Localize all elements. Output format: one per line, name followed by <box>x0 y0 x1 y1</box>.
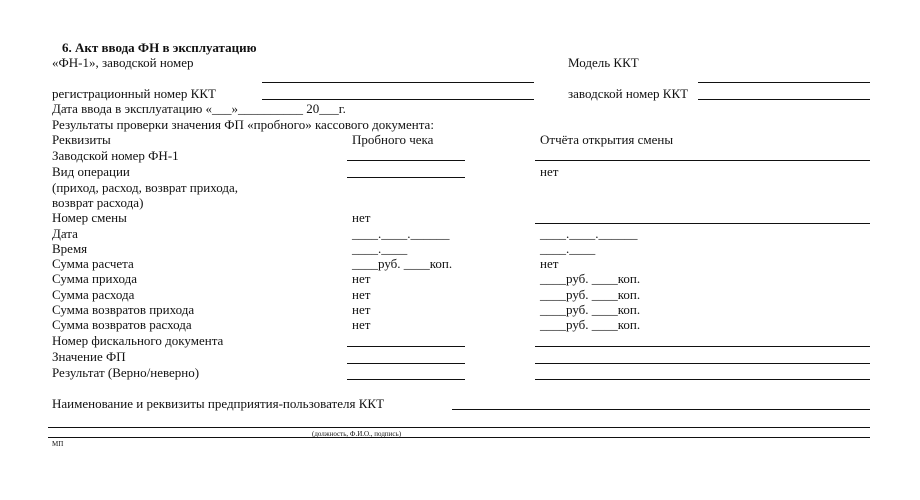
op-type-shift-value: нет <box>540 164 559 179</box>
time-shift-value[interactable]: ____.____ <box>540 241 596 256</box>
shift-number-shift-line[interactable] <box>535 223 870 224</box>
row-label-op-type-detail: (приход, расход, возврат прихода, <box>52 180 238 195</box>
row-label-time: Время <box>52 241 88 256</box>
col-header-shift: Отчёта открытия смены <box>540 132 674 147</box>
expense-sum-shift-value[interactable]: ____руб. ____коп. <box>540 287 641 302</box>
result-shift-line[interactable] <box>535 379 870 380</box>
fiscal-doc-shift-line[interactable] <box>535 346 870 347</box>
row-label-shift-number: Номер смены <box>52 210 127 225</box>
row-label-calc-sum: Сумма расчета <box>52 256 134 271</box>
calc-sum-trial-value[interactable]: ____руб. ____коп. <box>352 256 453 271</box>
row-label-op-type: Вид операции <box>52 164 130 179</box>
row-label-date: Дата <box>52 226 78 241</box>
income-sum-trial-value: нет <box>352 271 371 286</box>
signature-caption: (должность, Ф.И.О., подпись) <box>312 430 402 438</box>
row-label-expense-return: Сумма возвратов расхода <box>52 317 192 332</box>
shift-number-trial-value: нет <box>352 210 371 225</box>
signature-underline <box>48 437 870 438</box>
row-label-fp-value: Значение ФП <box>52 349 126 364</box>
expense-return-trial-value: нет <box>352 317 371 332</box>
reg-number-label: регистрационный номер ККТ <box>52 86 216 101</box>
company-label: Наименование и реквизиты предприятия-пользователя ККТ <box>52 396 385 411</box>
kkt-serial-line[interactable] <box>698 99 870 100</box>
serial-fn-shift-line[interactable] <box>535 160 870 161</box>
income-sum-shift-value[interactable]: ____руб. ____коп. <box>540 271 641 286</box>
section-title: 6. Акт ввода ФН в эксплуатацию <box>62 40 257 55</box>
serial-fn-trial-line[interactable] <box>347 160 465 161</box>
fn-serial-line[interactable] <box>262 82 534 83</box>
signature-line[interactable] <box>48 427 870 428</box>
results-title: Результаты проверки значения ФП «пробного» кассового документа: <box>52 117 434 132</box>
fp-value-trial-line[interactable] <box>347 363 465 364</box>
expense-return-shift-value[interactable]: ____руб. ____коп. <box>540 317 641 332</box>
time-trial-value[interactable]: ____.____ <box>352 241 408 256</box>
model-label: Модель ККТ <box>568 55 639 70</box>
stamp-label: МП <box>52 440 64 448</box>
date-trial-value[interactable]: ____.____.______ <box>352 226 450 241</box>
col-header-rekvizity: Реквизиты <box>52 132 111 147</box>
row-label-income-sum: Сумма прихода <box>52 271 137 286</box>
row-label-result: Результат (Верно/неверно) <box>52 365 200 380</box>
row-label-income-return: Сумма возвратов прихода <box>52 302 195 317</box>
income-return-trial-value: нет <box>352 302 371 317</box>
fiscal-doc-trial-line[interactable] <box>347 346 465 347</box>
commission-date-label: Дата ввода в эксплуатацию «___»__________ 20___г. <box>52 101 346 116</box>
fn-serial-label: «ФН-1», заводской номер <box>52 55 194 70</box>
row-label-fiscal-doc-number: Номер фискального документа <box>52 333 224 348</box>
company-line[interactable] <box>452 409 870 410</box>
result-trial-line[interactable] <box>347 379 465 380</box>
row-label-expense-sum: Сумма расхода <box>52 287 135 302</box>
col-header-trial: Пробного чека <box>352 132 434 147</box>
model-line[interactable] <box>698 82 870 83</box>
reg-number-line[interactable] <box>262 99 534 100</box>
kkt-serial-label: заводской номер ККТ <box>568 86 689 101</box>
op-type-trial-line[interactable] <box>347 177 465 178</box>
date-shift-value[interactable]: ____.____.______ <box>540 226 638 241</box>
calc-sum-shift-value: нет <box>540 256 559 271</box>
expense-sum-trial-value: нет <box>352 287 371 302</box>
row-label-serial-fn: Заводской номер ФН-1 <box>52 148 179 163</box>
row-label-op-type-detail-2: возврат расхода) <box>52 195 144 210</box>
income-return-shift-value[interactable]: ____руб. ____коп. <box>540 302 641 317</box>
fp-value-shift-line[interactable] <box>535 363 870 364</box>
